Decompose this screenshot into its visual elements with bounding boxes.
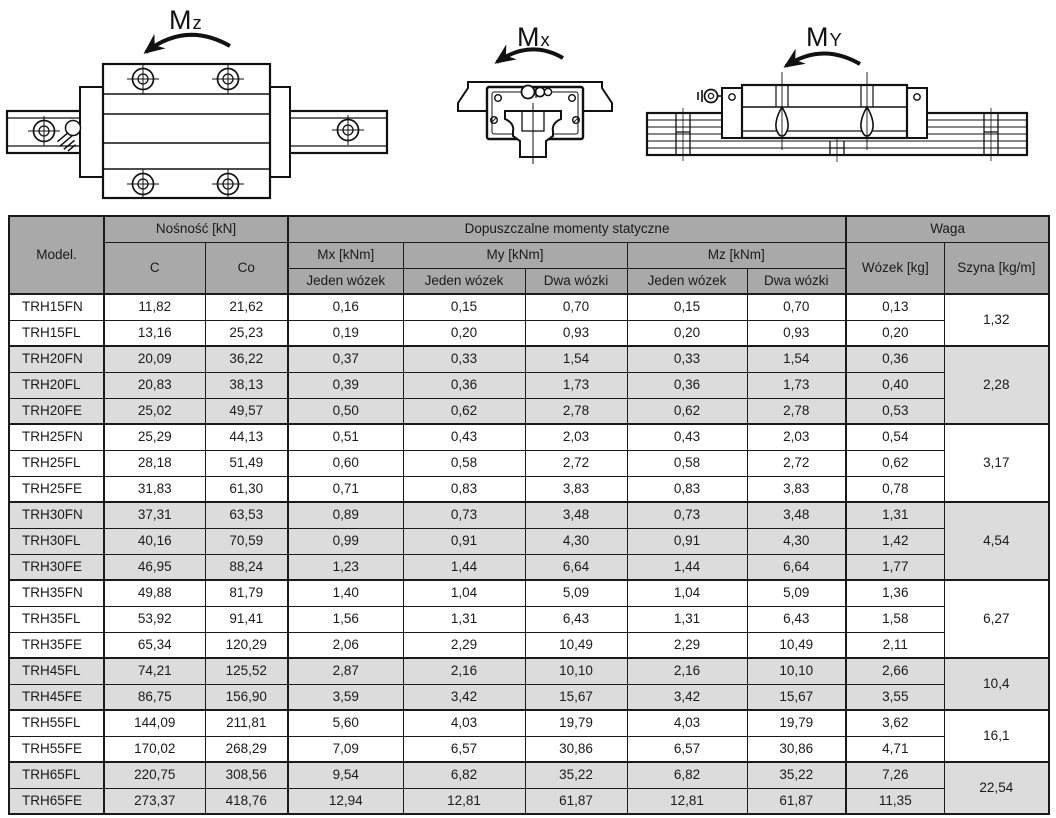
model-cell: TRH65FL <box>9 762 104 788</box>
value-cell: 0,73 <box>403 502 525 528</box>
value-cell: 70,59 <box>205 528 288 554</box>
table-row <box>9 658 1049 684</box>
value-cell: 0,15 <box>403 294 525 320</box>
value-cell: 0,60 <box>288 450 403 476</box>
rail-weight-cell: 22,54 <box>944 762 1049 814</box>
value-cell: 15,67 <box>525 684 627 710</box>
value-cell: 0,36 <box>627 372 747 398</box>
value-cell: 19,79 <box>747 710 846 736</box>
value-cell: 4,03 <box>627 710 747 736</box>
value-cell: 6,57 <box>403 736 525 762</box>
table-row <box>9 502 1049 528</box>
header-moments-group: Dopuszczalne momenty statyczne <box>288 216 846 242</box>
table-row <box>9 632 1049 658</box>
value-cell: 6,43 <box>747 606 846 632</box>
header-mz: Mz [kNm] <box>627 242 846 268</box>
header-co: Co <box>205 242 288 294</box>
value-cell: 2,03 <box>525 424 627 450</box>
header-model: Model. <box>9 216 104 294</box>
value-cell: 7,26 <box>846 762 944 788</box>
value-cell: 5,09 <box>525 580 627 606</box>
value-cell: 13,16 <box>104 320 205 346</box>
value-cell: 0,36 <box>846 346 944 372</box>
value-cell: 1,77 <box>846 554 944 580</box>
value-cell: 4,71 <box>846 736 944 762</box>
my-arrow-icon <box>786 53 860 66</box>
value-cell: 1,44 <box>627 554 747 580</box>
value-cell: 0,93 <box>525 320 627 346</box>
value-cell: 0,83 <box>403 476 525 502</box>
value-cell: 61,87 <box>525 788 627 814</box>
value-cell: 0,78 <box>846 476 944 502</box>
model-cell: TRH35FL <box>9 606 104 632</box>
value-cell: 0,89 <box>288 502 403 528</box>
table-row <box>9 554 1049 580</box>
value-cell: 3,83 <box>525 476 627 502</box>
value-cell: 0,54 <box>846 424 944 450</box>
value-cell: 30,86 <box>747 736 846 762</box>
value-cell: 9,54 <box>288 762 403 788</box>
header-weight-group: Waga <box>846 216 1049 242</box>
value-cell: 2,11 <box>846 632 944 658</box>
value-cell: 1,31 <box>627 606 747 632</box>
value-cell: 0,19 <box>288 320 403 346</box>
value-cell: 20,09 <box>104 346 205 372</box>
value-cell: 10,10 <box>525 658 627 684</box>
header-two-carriages: Dwa wózki <box>747 268 846 294</box>
value-cell: 37,31 <box>104 502 205 528</box>
table-row <box>9 606 1049 632</box>
table-row <box>9 372 1049 398</box>
rail-weight-cell: 3,17 <box>944 424 1049 502</box>
header-my: My [kNm] <box>403 242 627 268</box>
value-cell: 0,99 <box>288 528 403 554</box>
value-cell: 88,24 <box>205 554 288 580</box>
value-cell: 44,13 <box>205 424 288 450</box>
value-cell: 0,62 <box>846 450 944 476</box>
model-cell: TRH35FN <box>9 580 104 606</box>
model-cell: TRH30FE <box>9 554 104 580</box>
table-row <box>9 788 1049 814</box>
rail-weight-cell: 1,32 <box>944 294 1049 346</box>
value-cell: 0,15 <box>627 294 747 320</box>
table-row <box>9 424 1049 450</box>
model-cell: TRH20FL <box>9 372 104 398</box>
header-load-group: Nośność [kN] <box>104 216 288 242</box>
value-cell: 0,43 <box>627 424 747 450</box>
value-cell: 6,82 <box>403 762 525 788</box>
value-cell: 35,22 <box>747 762 846 788</box>
value-cell: 4,30 <box>525 528 627 554</box>
header-rail-weight: Szyna [kg/m] <box>944 242 1049 294</box>
mz-arrow-icon <box>146 35 230 52</box>
value-cell: 6,64 <box>525 554 627 580</box>
value-cell: 0,51 <box>288 424 403 450</box>
value-cell: 19,79 <box>525 710 627 736</box>
model-cell: TRH45FE <box>9 684 104 710</box>
value-cell: 308,56 <box>205 762 288 788</box>
table-row <box>9 450 1049 476</box>
header-one-carriage: Jeden wózek <box>627 268 747 294</box>
value-cell: 10,49 <box>747 632 846 658</box>
value-cell: 156,90 <box>205 684 288 710</box>
model-cell: TRH20FE <box>9 398 104 424</box>
mx-label: Mx <box>517 22 551 52</box>
value-cell: 1,04 <box>403 580 525 606</box>
value-cell: 0,93 <box>747 320 846 346</box>
value-cell: 211,81 <box>205 710 288 736</box>
value-cell: 2,03 <box>747 424 846 450</box>
value-cell: 2,29 <box>627 632 747 658</box>
value-cell: 0,40 <box>846 372 944 398</box>
my-label: MY <box>806 22 843 52</box>
model-cell: TRH25FE <box>9 476 104 502</box>
value-cell: 6,43 <box>525 606 627 632</box>
rail-weight-cell: 2,28 <box>944 346 1049 424</box>
value-cell: 2,72 <box>747 450 846 476</box>
value-cell: 6,57 <box>627 736 747 762</box>
model-cell: TRH35FE <box>9 632 104 658</box>
value-cell: 1,44 <box>403 554 525 580</box>
value-cell: 12,94 <box>288 788 403 814</box>
carriage-top-view <box>80 64 290 199</box>
table-row <box>9 684 1049 710</box>
value-cell: 220,75 <box>104 762 205 788</box>
value-cell: 49,57 <box>205 398 288 424</box>
table-row <box>9 580 1049 606</box>
value-cell: 0,39 <box>288 372 403 398</box>
value-cell: 11,82 <box>104 294 205 320</box>
value-cell: 61,87 <box>747 788 846 814</box>
value-cell: 81,79 <box>205 580 288 606</box>
grease-nipple-icon <box>57 121 81 154</box>
model-cell: TRH30FN <box>9 502 104 528</box>
value-cell: 0,53 <box>846 398 944 424</box>
value-cell: 1,58 <box>846 606 944 632</box>
value-cell: 20,83 <box>104 372 205 398</box>
my-diagram <box>645 0 1056 213</box>
value-cell: 0,70 <box>747 294 846 320</box>
value-cell: 2,16 <box>627 658 747 684</box>
value-cell: 3,55 <box>846 684 944 710</box>
value-cell: 3,48 <box>525 502 627 528</box>
value-cell: 120,29 <box>205 632 288 658</box>
value-cell: 11,35 <box>846 788 944 814</box>
value-cell: 3,59 <box>288 684 403 710</box>
rail-weight-cell: 4,54 <box>944 502 1049 580</box>
value-cell: 5,09 <box>747 580 846 606</box>
value-cell: 3,83 <box>747 476 846 502</box>
value-cell: 0,13 <box>846 294 944 320</box>
value-cell: 2,78 <box>525 398 627 424</box>
value-cell: 91,41 <box>205 606 288 632</box>
value-cell: 40,16 <box>104 528 205 554</box>
value-cell: 1,73 <box>525 372 627 398</box>
carriage-side-view <box>722 72 927 150</box>
value-cell: 0,43 <box>403 424 525 450</box>
model-cell: TRH45FL <box>9 658 104 684</box>
value-cell: 2,87 <box>288 658 403 684</box>
value-cell: 1,04 <box>627 580 747 606</box>
value-cell: 36,22 <box>205 346 288 372</box>
header-one-carriage: Jeden wózek <box>403 268 525 294</box>
value-cell: 0,20 <box>403 320 525 346</box>
value-cell: 3,42 <box>403 684 525 710</box>
value-cell: 268,29 <box>205 736 288 762</box>
value-cell: 0,20 <box>846 320 944 346</box>
model-cell: TRH15FN <box>9 294 104 320</box>
value-cell: 2,78 <box>747 398 846 424</box>
header-mx: Mx [kNm] <box>288 242 403 268</box>
table-row <box>9 476 1049 502</box>
value-cell: 0,58 <box>627 450 747 476</box>
value-cell: 1,40 <box>288 580 403 606</box>
value-cell: 2,66 <box>846 658 944 684</box>
spec-table-header <box>9 216 1049 294</box>
rail-weight-cell: 16,1 <box>944 710 1049 762</box>
model-cell: TRH25FN <box>9 424 104 450</box>
value-cell: 1,56 <box>288 606 403 632</box>
value-cell: 3,42 <box>627 684 747 710</box>
model-cell: TRH55FL <box>9 710 104 736</box>
value-cell: 0,70 <box>525 294 627 320</box>
value-cell: 170,02 <box>104 736 205 762</box>
value-cell: 1,36 <box>846 580 944 606</box>
value-cell: 1,42 <box>846 528 944 554</box>
value-cell: 0,33 <box>627 346 747 372</box>
table-row <box>9 398 1049 424</box>
value-cell: 1,54 <box>525 346 627 372</box>
value-cell: 273,37 <box>104 788 205 814</box>
value-cell: 1,54 <box>747 346 846 372</box>
header-c: C <box>104 242 205 294</box>
value-cell: 0,71 <box>288 476 403 502</box>
model-cell: TRH15FL <box>9 320 104 346</box>
value-cell: 125,52 <box>205 658 288 684</box>
value-cell: 5,60 <box>288 710 403 736</box>
value-cell: 2,16 <box>403 658 525 684</box>
value-cell: 144,09 <box>104 710 205 736</box>
model-cell: TRH20FN <box>9 346 104 372</box>
model-cell: TRH25FL <box>9 450 104 476</box>
header-one-carriage: Jeden wózek <box>288 268 403 294</box>
value-cell: 12,81 <box>403 788 525 814</box>
table-row <box>9 346 1049 372</box>
value-cell: 0,58 <box>403 450 525 476</box>
value-cell: 6,82 <box>627 762 747 788</box>
value-cell: 15,67 <box>747 684 846 710</box>
table-row <box>9 736 1049 762</box>
value-cell: 1,31 <box>846 502 944 528</box>
value-cell: 63,53 <box>205 502 288 528</box>
table-row <box>9 294 1049 320</box>
value-cell: 4,03 <box>403 710 525 736</box>
rail-cross-section <box>505 103 561 164</box>
table-row <box>9 528 1049 554</box>
value-cell: 35,22 <box>525 762 627 788</box>
model-cell: TRH30FL <box>9 528 104 554</box>
value-cell: 28,18 <box>104 450 205 476</box>
value-cell: 0,91 <box>403 528 525 554</box>
value-cell: 3,48 <box>747 502 846 528</box>
value-cell: 21,62 <box>205 294 288 320</box>
value-cell: 1,73 <box>747 372 846 398</box>
grease-nipple-icon <box>698 90 722 103</box>
value-cell: 0,83 <box>627 476 747 502</box>
value-cell: 10,10 <box>747 658 846 684</box>
table-row <box>9 710 1049 736</box>
value-cell: 4,30 <box>747 528 846 554</box>
value-cell: 0,62 <box>403 398 525 424</box>
value-cell: 61,30 <box>205 476 288 502</box>
header-carriage-weight: Wózek [kg] <box>846 242 944 294</box>
value-cell: 46,95 <box>104 554 205 580</box>
value-cell: 12,81 <box>627 788 747 814</box>
value-cell: 74,21 <box>104 658 205 684</box>
value-cell: 38,13 <box>205 372 288 398</box>
value-cell: 25,02 <box>104 398 205 424</box>
value-cell: 2,29 <box>403 632 525 658</box>
value-cell: 0,62 <box>627 398 747 424</box>
value-cell: 30,86 <box>525 736 627 762</box>
value-cell: 51,49 <box>205 450 288 476</box>
value-cell: 65,34 <box>104 632 205 658</box>
value-cell: 3,62 <box>846 710 944 736</box>
value-cell: 0,16 <box>288 294 403 320</box>
value-cell: 0,36 <box>403 372 525 398</box>
value-cell: 86,75 <box>104 684 205 710</box>
spec-table-body <box>9 294 1049 814</box>
value-cell: 49,88 <box>104 580 205 606</box>
value-cell: 1,31 <box>403 606 525 632</box>
table-row <box>9 320 1049 346</box>
value-cell: 25,29 <box>104 424 205 450</box>
table-row <box>9 762 1049 788</box>
value-cell: 418,76 <box>205 788 288 814</box>
value-cell: 53,92 <box>104 606 205 632</box>
value-cell: 0,37 <box>288 346 403 372</box>
value-cell: 0,91 <box>627 528 747 554</box>
value-cell: 25,23 <box>205 320 288 346</box>
value-cell: 0,50 <box>288 398 403 424</box>
rail-weight-cell: 6,27 <box>944 580 1049 658</box>
value-cell: 7,09 <box>288 736 403 762</box>
value-cell: 6,64 <box>747 554 846 580</box>
moment-diagrams <box>0 0 1056 213</box>
value-cell: 2,72 <box>525 450 627 476</box>
rail-weight-cell: 10,4 <box>944 658 1049 710</box>
value-cell: 31,83 <box>104 476 205 502</box>
value-cell: 0,33 <box>403 346 525 372</box>
model-cell: TRH55FE <box>9 736 104 762</box>
value-cell: 10,49 <box>525 632 627 658</box>
mz-label: Mz <box>169 5 203 35</box>
spec-table <box>8 215 1050 815</box>
header-two-carriages: Dwa wózki <box>525 268 627 294</box>
value-cell: 2,06 <box>288 632 403 658</box>
model-cell: TRH65FE <box>9 788 104 814</box>
value-cell: 0,73 <box>627 502 747 528</box>
value-cell: 0,20 <box>627 320 747 346</box>
value-cell: 1,23 <box>288 554 403 580</box>
